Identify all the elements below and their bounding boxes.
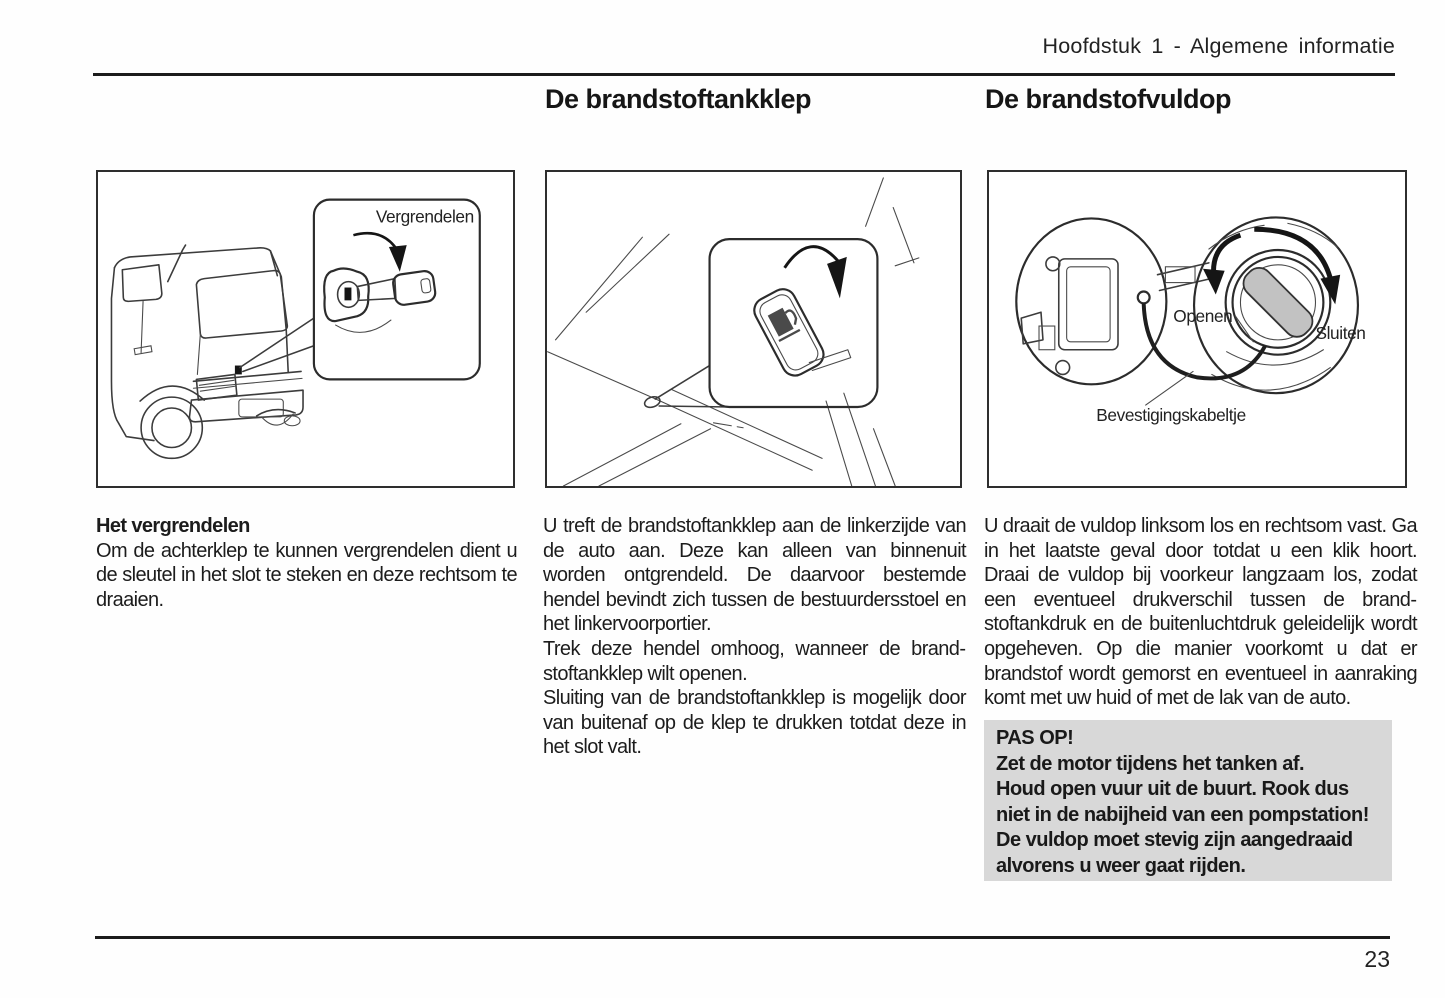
callout-pointer: [655, 366, 731, 407]
warning-title: PAS OP!: [996, 727, 1074, 749]
cable-label: Bevestigingskabeltje: [1096, 404, 1246, 425]
middle-paragraph-1: U treft de brandstoftankklep aan de linkerzijde van de auto aan. Deze kan alleen van binnenuit worden ontgrendeld. De daarvoor bestemde hendel bevindt zich tussen de bestuurdersstoel en het linkervoorportier.: [543, 515, 966, 636]
column-right: [984, 514, 1417, 711]
warning-line-1: Zet de motor tijdens het tanken af.: [996, 752, 1305, 775]
chapter-header: Hoofdstuk 1 - Algemene informatie: [1042, 34, 1395, 58]
car-rear-illustration: [98, 172, 513, 486]
key-in-lock-icon: [324, 268, 436, 332]
figure-tailgate-lock: [96, 170, 515, 488]
interior-lines: [548, 178, 919, 486]
section-title-brandstoftankklep: De brandstoftankklep: [545, 84, 812, 114]
lever-callout: [710, 239, 878, 407]
callout-pointer: [240, 318, 314, 371]
lock-callout: [314, 200, 480, 380]
header-rule: [93, 73, 1395, 76]
flap-inner-side: [1016, 218, 1166, 384]
column-left: [96, 514, 517, 612]
warning-line-3: De vuldop moet stevig zijn aangedraaid alvorens u weer gaat rijden.: [996, 829, 1353, 877]
section-title-brandstofvuldop: De brandstofvuldop: [985, 84, 1231, 114]
cable-leader-line: [1146, 371, 1193, 405]
fuel-cap-illustration: [989, 172, 1405, 486]
open-label: Openen: [1173, 306, 1233, 327]
car-outline: [111, 245, 303, 458]
left-heading: Het vergrendelen: [96, 515, 250, 537]
page-number: 23: [1364, 946, 1390, 972]
fuel-lever-icon: [750, 285, 828, 380]
left-paragraph: Om de achterklep te kunnen vergrendelen dient u de sleutel in het slot te steken en deze rechtsom te draaien.: [96, 539, 517, 611]
column-middle: [543, 514, 966, 760]
interior-illustration: [547, 172, 960, 486]
footer-rule: [95, 936, 1390, 939]
warning-box: [984, 720, 1392, 881]
middle-paragraph-3: Sluiting van de brandstoftankklep is mogelijk door van buitenaf op de klep te drukken totdat deze in het slot valt.: [543, 687, 966, 759]
lock-label: Vergrendelen: [375, 206, 474, 227]
figure-release-lever: [545, 170, 962, 488]
fuel-pump-pictogram: [768, 308, 794, 337]
warning-line-2: Houd open vuur uit de buurt. Rook dus niet in de nabijheid van een pompstation!: [996, 778, 1369, 826]
middle-paragraph-2: Trek deze hendel omhoog, wanneer de brandstoftankklep wilt openen.: [543, 637, 966, 685]
right-paragraph: U draait de vuldop linksom los en rechtsom vast. Ga in het laatste geval door totdat u een klik hoort. Draai de vuldop bij voorkeur langzaam los, zodat een eventueel drukverschil tussen de brandstoftankdruk en de buitenluchtdruk geleidelijk wordt opgeheven. Op die manier voorkomt u dat er brandstof wordt gemorst en eventueel in aanraking komt met uw huid of met de lak van de auto.: [984, 515, 1417, 710]
arrowhead-icon: [827, 257, 847, 298]
figure-fuel-cap: [987, 170, 1407, 488]
close-label: Sluiten: [1315, 322, 1366, 343]
arrowhead-icon: [389, 245, 407, 272]
